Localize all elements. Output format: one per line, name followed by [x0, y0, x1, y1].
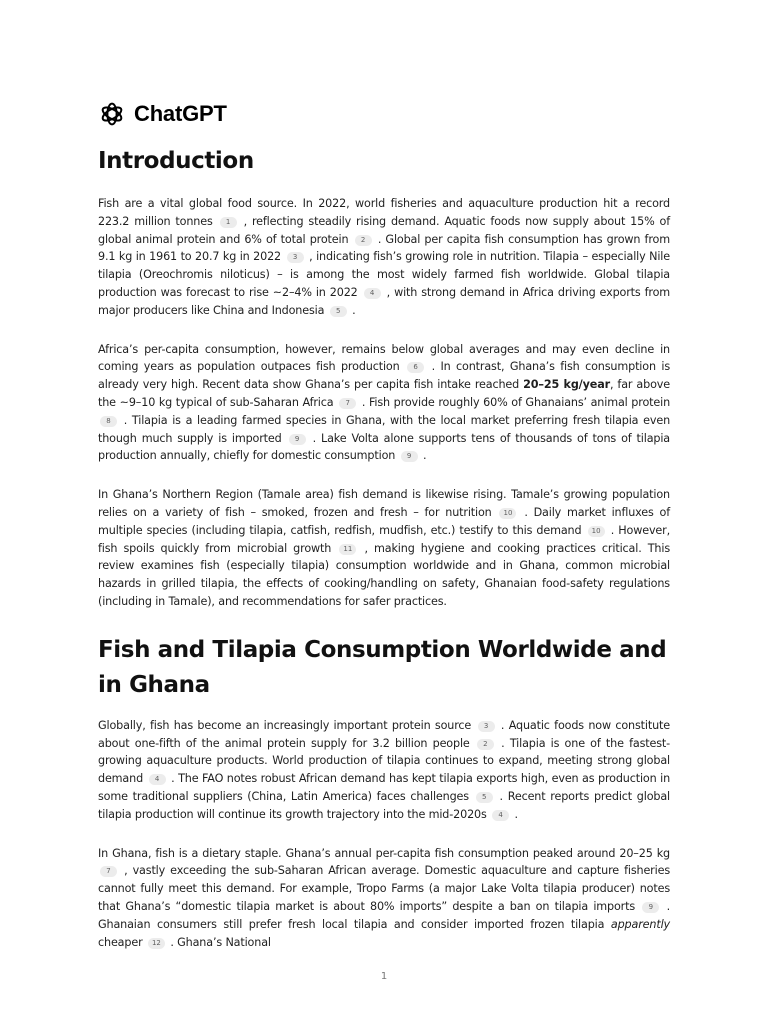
citation-badge[interactable]: 10 [588, 526, 605, 537]
citation-badge[interactable]: 1 [220, 217, 237, 228]
logo-text: ChatGPT [134, 101, 227, 126]
section-title-introduction: Introduction [98, 148, 254, 174]
openai-knot-icon [98, 100, 126, 128]
paragraph: Fish are a vital global food source. In 2022, world fisheries and aquaculture production hit a record 223.2 million tonnes 1 , reflecting steadily rising demand. Aquatic foods now supply about 15% of global animal protein and 6% of total protein 2 . Global per capita fish consumption has grown from 9.1 kg in 1961 to 20.7 kg in 2022 3 , indicating fish’s growing role in nutrition. Tilapia – especially Nile tilapia (Oreochromis niloticus) – is among the most widely farmed fish worldwide. Global tilapia production was forecast to rise ~2–4% in 2022 4 , with strong demand in Africa driving exports from major producers like China and Indonesia 5 . [98, 197, 671, 317]
citation-badge[interactable]: 7 [339, 398, 356, 409]
citation-badge[interactable]: 12 [148, 938, 165, 949]
citation-badge[interactable]: 9 [401, 451, 418, 462]
citation-badge[interactable]: 3 [287, 252, 304, 263]
paragraph: Africa’s per-capita consumption, however, remains below global averages and may even decline in coming years as population outpaces fish production 6 . In contrast, Ghana’s fish consumption is already very high. Recent data show Ghana’s per capita fish intake reached 20–25 kg/year, far above the ~9–10 kg typical of sub-Saharan Africa 7 . Fish provide roughly 60% of Ghanaians’ animal protein 8 . Tilapia is a leading farmed species in Ghana, with the local market preferring fresh tilapia even though much supply is imported 9 . Lake Volta alone supports tens of thousands of tons of tilapia production annually, chiefly for domestic consumption 9 . [98, 342, 671, 463]
citation-badge[interactable]: 8 [100, 416, 117, 427]
citation-badge[interactable]: 2 [477, 739, 494, 750]
citation-badge[interactable]: 11 [339, 544, 356, 555]
citation-badge[interactable]: 5 [476, 792, 493, 803]
paragraph: In Ghana’s Northern Region (Tamale area) fish demand is likewise rising. Tamale’s growing population relies on a variety of fish – smoked, frozen and fresh – for nutrition 10 . Daily market influxes of multiple species (including tilapia, catfish, redfish, mudfish, etc.) testify to this demand 10 . However, fish spoils quickly from microbial growth 11 , making hygiene and cooking practices critical. This review examines fish (especially tilapia) consumption worldwide and in Ghana, common microbial hazards in grilled tilapia, the effects of cooking/handling on safety, Ghanaian food-safety regulations (including in Tamale), and recommendations for safer practices. [98, 488, 671, 608]
paragraph: Globally, fish has become an increasingly important protein source 3 . Aquatic foods now constitute about one-fifth of the animal protein supply for 3.2 billion people 2 . Tilapia is one of the fastest-growing aquaculture products. World production of tilapia continues to expand, meeting strong global demand 4 . The FAO notes robust African demand has kept tilapia exports high, even as production in some traditional suppliers (China, Latin America) faces challenges 5 . Recent reports predict global tilapia production will continue its growth trajectory into the mid-2020s 4 . [98, 718, 671, 821]
citation-badge[interactable]: 9 [642, 902, 659, 913]
citation-badge[interactable]: 5 [330, 306, 347, 317]
bold-text: 20–25 kg/year [523, 378, 610, 392]
citation-badge[interactable]: 9 [289, 434, 306, 445]
chatgpt-logo [98, 98, 670, 130]
italic-text: apparently [610, 917, 670, 931]
citation-badge[interactable]: 4 [149, 774, 166, 785]
document-page [98, 98, 670, 972]
paragraph: In Ghana, fish is a dietary staple. Ghana’s annual per-capita fish consumption peaked around 20–25 kg 7 , vastly exceeding the sub-Saharan African average. Domestic aquaculture and capture fisheries cannot fully meet this demand. For example, Tropo Farms (a major Lake Volta tilapia producer) notes that Ghana’s “domestic tilapia market is about 80% imports” despite a ban on tilapia imports 9 . Ghanaian consumers still prefer fresh local tilapia and consider imported frozen tilapia apparently cheaper 12 . Ghana’s National [98, 846, 671, 949]
citation-badge[interactable]: 3 [478, 721, 495, 732]
citation-badge[interactable]: 4 [364, 288, 381, 299]
citation-badge[interactable]: 4 [492, 810, 509, 821]
citation-badge[interactable]: 6 [407, 362, 424, 373]
citation-badge[interactable]: 7 [100, 866, 117, 877]
page-number: 1 [380, 971, 388, 982]
citation-badge[interactable]: 10 [499, 508, 516, 519]
section-title-consumption: Fish and Tilapia Consumption Worldwide and in Ghana [98, 636, 667, 698]
citation-badge[interactable]: 2 [355, 235, 372, 246]
